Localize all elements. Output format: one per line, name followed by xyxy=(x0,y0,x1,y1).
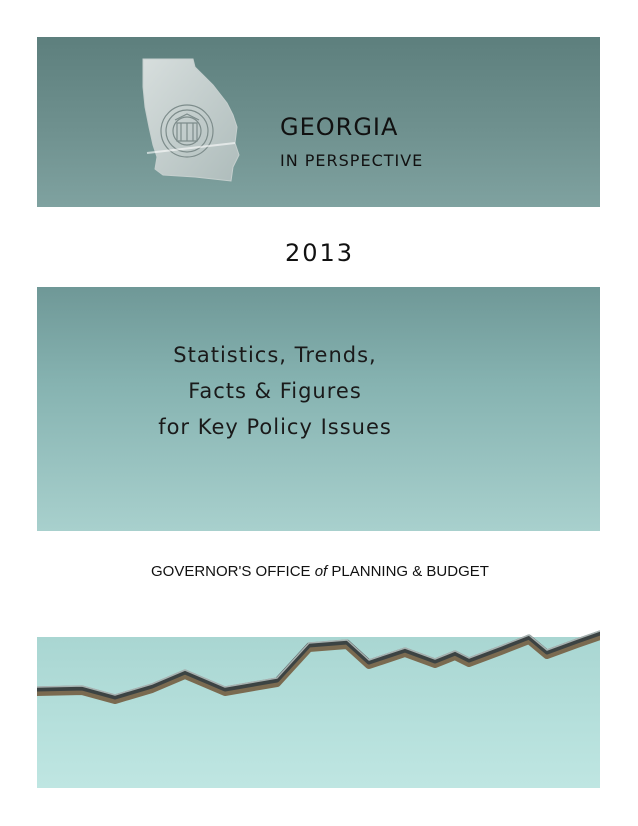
title-in-perspective: IN PERSPECTIVE xyxy=(280,151,424,170)
tagline-line-2: Facts & Figures xyxy=(188,379,362,403)
trend-line-icon xyxy=(37,607,600,727)
office-name xyxy=(151,563,489,580)
title-georgia: GEORGIA xyxy=(280,113,399,141)
office-prefix: GOVERNOR'S OFFICE xyxy=(151,563,315,580)
office-of: of xyxy=(314,563,328,580)
tagline-line-1: Statistics, Trends, xyxy=(173,343,377,367)
georgia-state-seal-icon xyxy=(135,57,255,187)
tagline-line-3: for Key Policy Issues xyxy=(158,415,392,439)
year-label: 2013 xyxy=(285,239,355,267)
office-suffix: PLANNING & BUDGET xyxy=(327,563,489,580)
cover-page xyxy=(37,37,600,788)
tagline xyxy=(37,337,513,445)
